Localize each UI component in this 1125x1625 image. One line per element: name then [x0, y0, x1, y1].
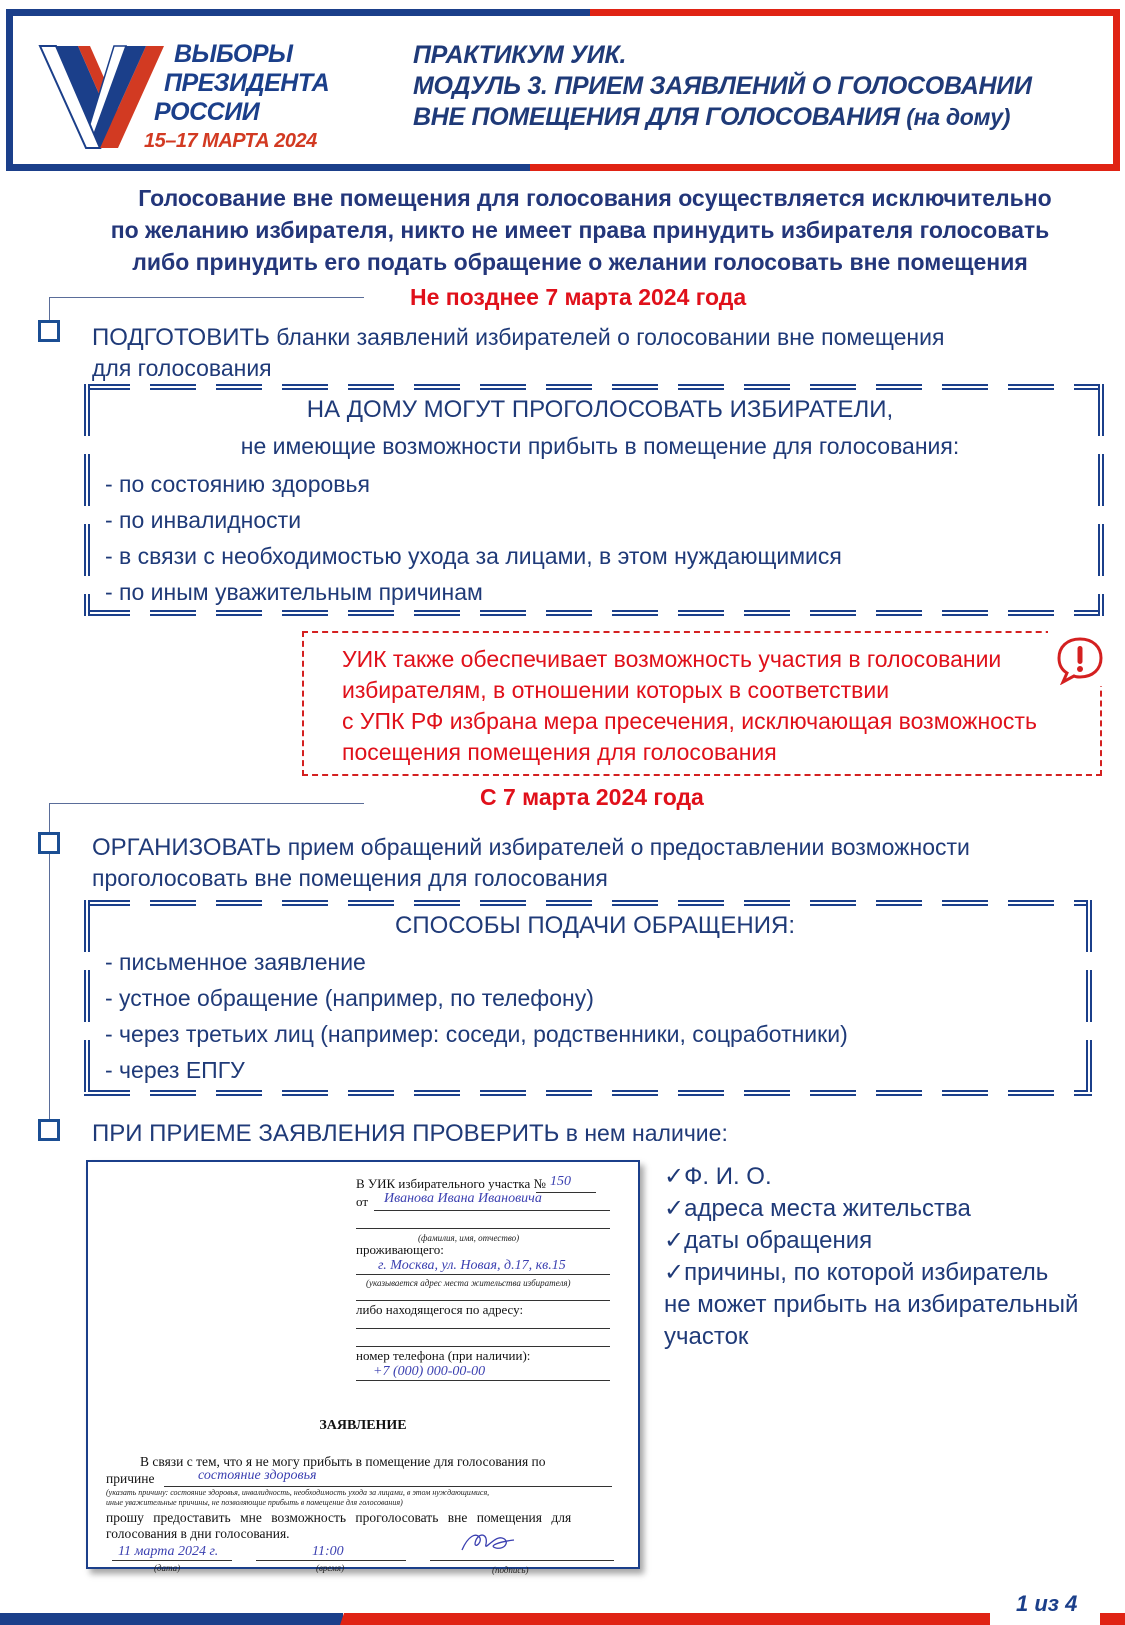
footer-bar-blue [0, 1613, 343, 1625]
page-number: 1 из 4 [1016, 1591, 1078, 1616]
footer-bar-red [340, 1613, 990, 1625]
box-heading: СПОСОБЫ ПОДАЧИ ОБРАЩЕНИЯ: [395, 912, 795, 939]
verification-checklist [664, 1161, 1078, 1353]
section2-task [92, 832, 970, 893]
form-reason-label: причине [106, 1471, 155, 1486]
form-reason-value: состояние здоровья [198, 1468, 317, 1483]
task-line-2: для голосования [92, 355, 272, 381]
list-item: - по инвалидности [105, 507, 302, 533]
list-item: - через третьих лиц (например: соседи, родственники, соцработники) [105, 1021, 848, 1047]
submission-methods-content [105, 908, 1085, 1088]
section2-deadline: С 7 марта 2024 года [480, 784, 704, 810]
header-border-left [6, 9, 13, 169]
form-from-label: от [356, 1194, 369, 1209]
form-title: ЗАЯВЛЕНИЕ [319, 1418, 407, 1433]
form-residing-value: г. Москва, ул. Новая, д.17, кв.15 [378, 1258, 566, 1273]
title-line-2: МОДУЛЬ 3. ПРИЕМ ЗАЯВЛЕНИЙ О ГОЛОСОВАНИИ [413, 72, 1032, 100]
title-line-1: ПРАКТИКУМ УИК. [413, 41, 627, 69]
page-title [413, 40, 1032, 133]
form-residing-label: проживающего: [356, 1242, 444, 1257]
form-date-note: (дата) [154, 1563, 181, 1573]
checklist-item-continued: участок [664, 1323, 749, 1350]
title-line-3-main: ВНЕ ПОМЕЩЕНИЯ ДЛЯ ГОЛОСОВАНИЯ [413, 103, 900, 131]
checkmark-icon: ✓ [664, 1163, 685, 1190]
list-item: - устное обращение (например, по телефону) [105, 985, 594, 1011]
task-checkbox[interactable] [38, 320, 60, 342]
list-item: - письменное заявление [105, 949, 366, 975]
form-from-value: Иванова Ивана Ивановича [384, 1191, 542, 1206]
checkmark-icon: ✓ [664, 1259, 685, 1286]
list-item: - по иным уважительным причинам [105, 579, 483, 605]
checklist-item: ✓адреса места жительства [664, 1195, 971, 1222]
eligible-voters-content [105, 392, 1095, 610]
task-caps: ОРГАНИЗОВАТЬ [92, 834, 282, 861]
title-line-3 [413, 102, 1032, 133]
task-checkbox[interactable] [38, 832, 60, 854]
form-phone-value: +7 (000) 000-00-00 [373, 1364, 486, 1379]
logo-line-3: РОССИИ [154, 98, 260, 126]
header-border-bottom-blue [6, 164, 536, 171]
form-residing-note: (указывается адрес места жительства избирателя) [366, 1278, 571, 1288]
form-phone-label: номер телефона (при наличии): [356, 1348, 531, 1363]
task-checkbox[interactable] [38, 1119, 60, 1141]
notice-line: УИК также обеспечивает возможность участия в голосовании [342, 646, 1002, 672]
form-time-value: 11:00 [312, 1544, 344, 1559]
footer-bar-red [1100, 1613, 1125, 1625]
header-border-right [1113, 9, 1120, 169]
box-heading: НА ДОМУ МОГУТ ПРОГОЛОСОВАТЬ ИЗБИРАТЕЛИ, [306, 396, 894, 423]
form-fio-note: (фамилия, имя, отчество) [418, 1233, 520, 1243]
logo-dates: 15–17 МАРТА 2024 [144, 130, 317, 152]
section1-deadline: Не позднее 7 марта 2024 года [410, 284, 747, 310]
checklist-item: ✓причины, по которой избиратель [664, 1259, 1049, 1286]
form-signature-note: (подпись) [492, 1565, 529, 1575]
checklist-item-continued: не может прибыть на избирательный [664, 1291, 1079, 1318]
notice-line: с УПК РФ избрана мера пресечения, исключающая возможность [342, 708, 1037, 734]
notice-text [342, 644, 1037, 768]
form-body-line-1: В связи с тем, что я не могу прибыть в помещение для голосования по [140, 1454, 546, 1469]
notice-line: посещения помещения для голосования [342, 739, 777, 765]
header-border-top-blue [6, 9, 596, 16]
intro-line-3: либо принудить его подать обращение о желании голосовать вне помещения [132, 249, 1028, 275]
form-body-line-3: голосования в дни голосования. [106, 1526, 290, 1541]
intro-line-1: Голосование вне помещения для голосования осуществляется исключительно [138, 185, 1052, 211]
list-item: - через ЕПГУ [105, 1057, 245, 1083]
connector-line [49, 297, 364, 298]
connector-line [49, 803, 364, 804]
notice-line: избирателям, в отношении которых в соответствии [342, 677, 890, 703]
connector-line [49, 297, 50, 322]
form-date-value: 11 марта 2024 г. [118, 1544, 219, 1559]
header-border-bottom-red [530, 164, 1120, 171]
form-body-line-2: прошу предоставить мне возможность проголосовать вне помещения для [106, 1510, 572, 1525]
task-caps: ПОДГОТОВИТЬ [92, 324, 270, 351]
task-rest: прием обращений избирателей о предоставлении возможности [287, 834, 970, 860]
task-caps: ПРИ ПРИЕМЕ ЗАЯВЛЕНИЯ ПРОВЕРИТЬ [92, 1120, 560, 1147]
section1-task [92, 322, 944, 383]
logo-wordmark [144, 40, 330, 156]
form-alt-address-label: либо находящегося по адресу: [356, 1302, 524, 1317]
box-subheading: не имеющие возможности прибыть в помещение для голосования: [240, 433, 960, 459]
list-item: - по состоянию здоровья [105, 471, 370, 497]
application-form-sample [86, 1160, 640, 1575]
checklist-item: ✓даты обращения [664, 1227, 873, 1254]
form-reason-note-2: иные уважительные причины, не позволяющие прибыть в помещение для голосования) [106, 1498, 403, 1507]
task-rest: в нем наличие: [565, 1120, 728, 1146]
form-to-label: В УИК избирательного участка № [356, 1176, 546, 1191]
form-time-note: (время) [316, 1563, 345, 1573]
form-reason-note-1: (указать причину: состояние здоровья, инвалидность, необходимость ухода за лицами, в этом нуждающимися, [106, 1488, 490, 1497]
checklist-item: ✓Ф. И. О. [664, 1163, 772, 1190]
signature-icon [458, 1528, 518, 1558]
checkmark-icon: ✓ [664, 1195, 685, 1222]
form-to-value: 150 [550, 1174, 571, 1189]
exclamation-speech-bubble-icon [1055, 635, 1105, 685]
title-line-3-suffix: (на дому) [906, 104, 1011, 130]
checkmark-icon: ✓ [664, 1227, 685, 1254]
task-rest: бланки заявлений избирателей о голосовании вне помещения [276, 324, 945, 350]
intro-line-2: по желанию избирателя, никто не имеет права принудить избирателя голосовать [110, 217, 1050, 243]
header-border-top-red [590, 9, 1120, 16]
list-item: - в связи с необходимостью ухода за лицами, в этом нуждающимися [105, 543, 842, 569]
intro-statement [60, 182, 1100, 278]
task-line-2: проголосовать вне помещения для голосования [92, 865, 608, 891]
section3-task [92, 1118, 728, 1149]
logo-line-1: ВЫБОРЫ [174, 40, 293, 68]
logo-line-2: ПРЕЗИДЕНТА [164, 69, 330, 97]
